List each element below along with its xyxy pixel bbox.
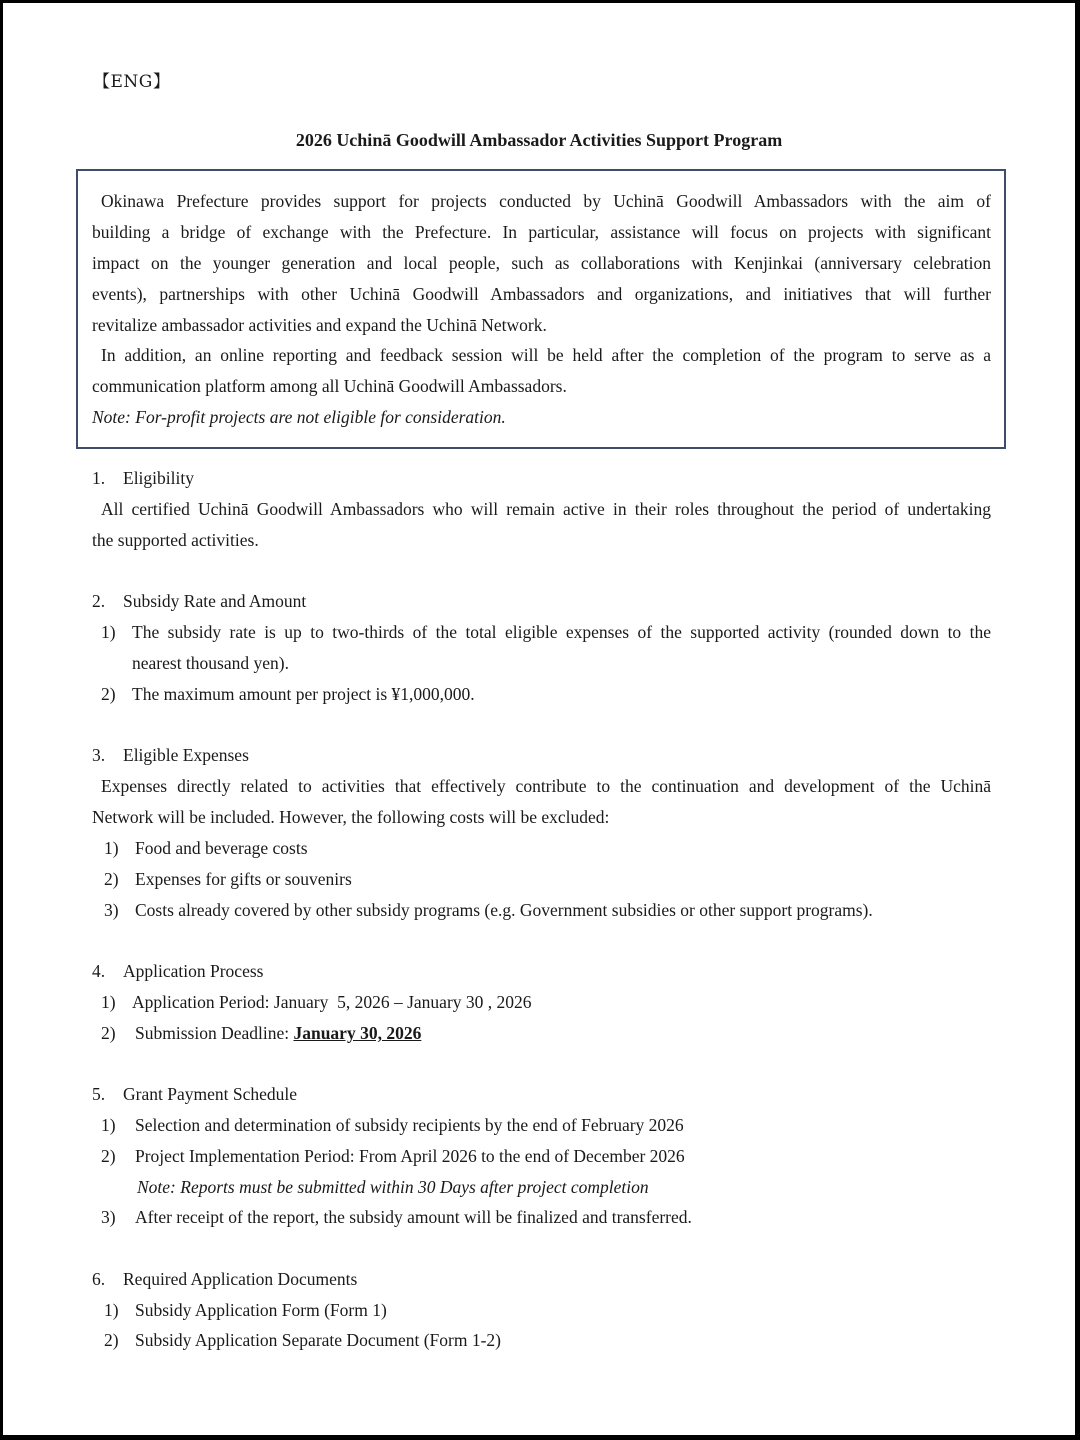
list-item: Food and beverage costs	[135, 838, 308, 858]
application-period: Application Period: January 5, 2026 – January 30 , 2026	[132, 992, 532, 1012]
list-number: 1)	[101, 992, 116, 1012]
list-number: 2)	[104, 869, 119, 889]
list-number: 3)	[101, 1207, 116, 1227]
section-body-line: All certified Uchinā Goodwill Ambassadors who will remain active in their roles throughout the period of undertaking	[101, 499, 991, 519]
list-item-continuation: nearest thousand yen).	[132, 653, 289, 673]
list-item: Expenses for gifts or souvenirs	[135, 869, 352, 889]
list-number: 1)	[101, 622, 116, 642]
list-number: 2)	[101, 1023, 116, 1043]
list-number: 2)	[101, 1146, 116, 1166]
submission-deadline-label: Submission Deadline:	[135, 1023, 294, 1043]
list-number: 2)	[104, 1330, 119, 1350]
list-item: Project Implementation Period: From April 2026 to the end of December 2026	[135, 1146, 685, 1166]
section-heading-subsidy-rate: Subsidy Rate and Amount	[123, 591, 307, 611]
section-number: 1.	[92, 468, 106, 488]
list-item: Costs already covered by other subsidy programs (e.g. Government subsidies or other support programs).	[135, 900, 873, 920]
document-page	[3, 3, 1075, 1435]
list-item: The subsidy rate is up to two-thirds of the total eligible expenses of the supported activity (rounded down to the	[132, 622, 991, 642]
intro-line: building a bridge of exchange with the Prefecture. In particular, assistance will focus on projects with significant	[92, 222, 991, 242]
list-item: Subsidy Application Separate Document (Form 1-2)	[135, 1330, 501, 1350]
report-note: Note: Reports must be submitted within 30 Days after project completion	[137, 1177, 649, 1197]
section-heading-eligibility: Eligibility	[123, 468, 194, 488]
section-body-line: the supported activities.	[92, 530, 259, 550]
section-number: 4.	[92, 961, 106, 981]
list-number: 3)	[104, 900, 119, 920]
list-item: The maximum amount per project is ¥1,000,000.	[132, 684, 475, 704]
list-item: Selection and determination of subsidy recipients by the end of February 2026	[135, 1115, 684, 1135]
submission-deadline-date: January 30, 2026	[293, 1023, 422, 1043]
section-number: 2.	[92, 591, 106, 611]
intro-line: revitalize ambassador activities and expand the Uchinā Network.	[92, 315, 547, 335]
list-number: 1)	[101, 1115, 116, 1135]
intro-line: events), partnerships with other Uchinā Goodwill Ambassadors and organizations, and initiatives that will further	[92, 284, 991, 304]
section-number: 3.	[92, 745, 106, 765]
section-heading-application-process: Application Process	[123, 961, 264, 981]
language-tag: 【ENG】	[93, 72, 171, 92]
list-number: 2)	[101, 684, 116, 704]
list-number: 1)	[104, 838, 119, 858]
intro-note: Note: For-profit projects are not eligible for consideration.	[92, 407, 506, 427]
document-title: 2026 Uchinā Goodwill Ambassador Activities Support Program	[295, 130, 783, 150]
submission-deadline-row	[135, 1023, 421, 1043]
section-heading-required-documents: Required Application Documents	[123, 1269, 358, 1289]
section-body-line: Network will be included. However, the following costs will be excluded:	[92, 807, 610, 827]
section-number: 6.	[92, 1269, 106, 1289]
list-number: 1)	[104, 1300, 119, 1320]
section-number: 5.	[92, 1084, 106, 1104]
list-item: After receipt of the report, the subsidy amount will be finalized and transferred.	[135, 1207, 692, 1227]
intro-line: impact on the younger generation and local people, such as collaborations with Kenjinkai (anniversary celebration	[92, 253, 991, 273]
section-heading-eligible-expenses: Eligible Expenses	[123, 745, 249, 765]
intro-line: communication platform among all Uchinā Goodwill Ambassadors.	[92, 376, 567, 396]
intro-line: Okinawa Prefecture provides support for projects conducted by Uchinā Goodwill Ambassadors with the aim of	[101, 191, 991, 211]
list-item: Subsidy Application Form (Form 1)	[135, 1300, 387, 1320]
intro-line: In addition, an online reporting and feedback session will be held after the completion of the program to serve as a	[101, 345, 991, 365]
section-body-line: Expenses directly related to activities that effectively contribute to the continuation and development of the Uchinā	[101, 776, 991, 796]
section-heading-grant-payment: Grant Payment Schedule	[123, 1084, 297, 1104]
